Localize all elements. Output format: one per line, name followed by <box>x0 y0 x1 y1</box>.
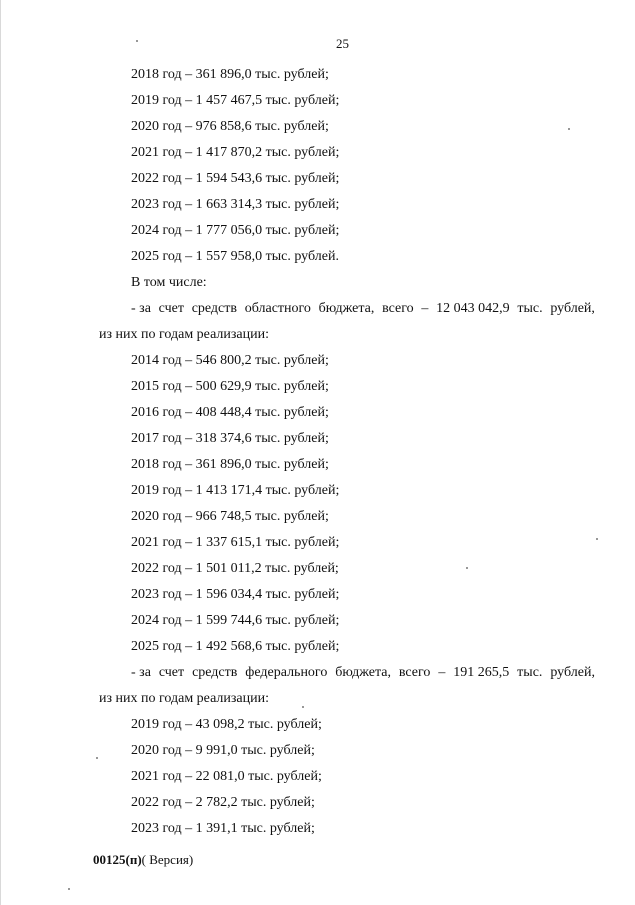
funding-line: 2018 год – 361 896,0 тыс. рублей; <box>131 67 329 82</box>
scan-speck <box>596 538 598 540</box>
heading-word: 12 043 042,9 <box>436 301 510 316</box>
federal-budget-heading <box>131 665 595 681</box>
heading-word: – <box>438 665 446 680</box>
scan-edge <box>0 0 1 905</box>
federal-year-line: 2021 год – 22 081,0 тыс. рублей; <box>131 769 322 784</box>
federal-year-line: 2022 год – 2 782,2 тыс. рублей; <box>131 795 315 810</box>
funding-line: 2024 год – 1 777 056,0 тыс. рублей; <box>131 223 340 238</box>
in-total-label: В том числе: <box>131 275 207 290</box>
funding-line: 2021 год – 1 417 870,2 тыс. рублей; <box>131 145 340 160</box>
heading-word: областного <box>244 301 311 316</box>
document-footer <box>93 852 193 868</box>
heading-word: тыс. <box>517 665 543 680</box>
heading-word: рублей, <box>550 301 595 316</box>
heading-word: 191 265,5 <box>453 665 510 680</box>
federal-year-line: 2019 год – 43 098,2 тыс. рублей; <box>131 717 322 732</box>
federal-year-line: 2023 год – 1 391,1 тыс. рублей; <box>131 821 315 836</box>
regional-year-line: 2015 год – 500 629,9 тыс. рублей; <box>131 379 329 394</box>
scan-speck <box>96 757 98 759</box>
scan-speck <box>302 706 304 708</box>
regional-year-line: 2022 год – 1 501 011,2 тыс. рублей; <box>131 561 339 576</box>
heading-word: - за <box>131 301 151 316</box>
federal-year-line: 2020 год – 9 991,0 тыс. рублей; <box>131 743 315 758</box>
heading-word: - за <box>131 665 151 680</box>
heading-word: рублей, <box>550 665 595 680</box>
scan-speck <box>136 40 138 42</box>
heading-word: счет <box>158 301 184 316</box>
funding-line: 2023 год – 1 663 314,3 тыс. рублей; <box>131 197 340 212</box>
heading-word: всего <box>382 301 414 316</box>
page-number: 25 <box>336 36 349 51</box>
heading-word: тыс. <box>517 301 543 316</box>
regional-year-line: 2014 год – 546 800,2 тыс. рублей; <box>131 353 329 368</box>
heading-word: средств <box>191 301 237 316</box>
document-version: ( Версия) <box>141 852 194 867</box>
heading-word: – <box>421 301 429 316</box>
heading-word: счет <box>158 665 185 680</box>
funding-line: 2022 год – 1 594 543,6 тыс. рублей; <box>131 171 340 186</box>
heading-word: всего <box>398 665 431 680</box>
regional-year-line: 2019 год – 1 413 171,4 тыс. рублей; <box>131 483 340 498</box>
regional-budget-subheading: из них по годам реализации: <box>99 327 269 342</box>
federal-budget-subheading: из них по годам реализации: <box>99 691 269 706</box>
heading-word: бюджета, <box>318 301 375 316</box>
scan-speck <box>568 128 570 130</box>
funding-line: 2019 год – 1 457 467,5 тыс. рублей; <box>131 93 340 108</box>
document-code: 00125(п) <box>93 852 142 867</box>
regional-year-line: 2021 год – 1 337 615,1 тыс. рублей; <box>131 535 340 550</box>
scan-speck <box>68 888 70 890</box>
regional-year-line: 2016 год – 408 448,4 тыс. рублей; <box>131 405 329 420</box>
regional-year-line: 2024 год – 1 599 744,6 тыс. рублей; <box>131 613 340 628</box>
heading-word: бюджета, <box>335 665 391 680</box>
regional-year-line: 2025 год – 1 492 568,6 тыс. рублей; <box>131 639 340 654</box>
heading-word: средств <box>192 665 238 680</box>
regional-year-line: 2017 год – 318 374,6 тыс. рублей; <box>131 431 329 446</box>
regional-year-line: 2020 год – 966 748,5 тыс. рублей; <box>131 509 329 524</box>
regional-budget-heading <box>131 301 595 317</box>
heading-word: федерального <box>245 665 328 680</box>
funding-line: 2025 год – 1 557 958,0 тыс. рублей. <box>131 249 339 264</box>
funding-line: 2020 год – 976 858,6 тыс. рублей; <box>131 119 329 134</box>
scan-speck <box>466 567 468 569</box>
regional-year-line: 2018 год – 361 896,0 тыс. рублей; <box>131 457 329 472</box>
regional-year-line: 2023 год – 1 596 034,4 тыс. рублей; <box>131 587 340 602</box>
